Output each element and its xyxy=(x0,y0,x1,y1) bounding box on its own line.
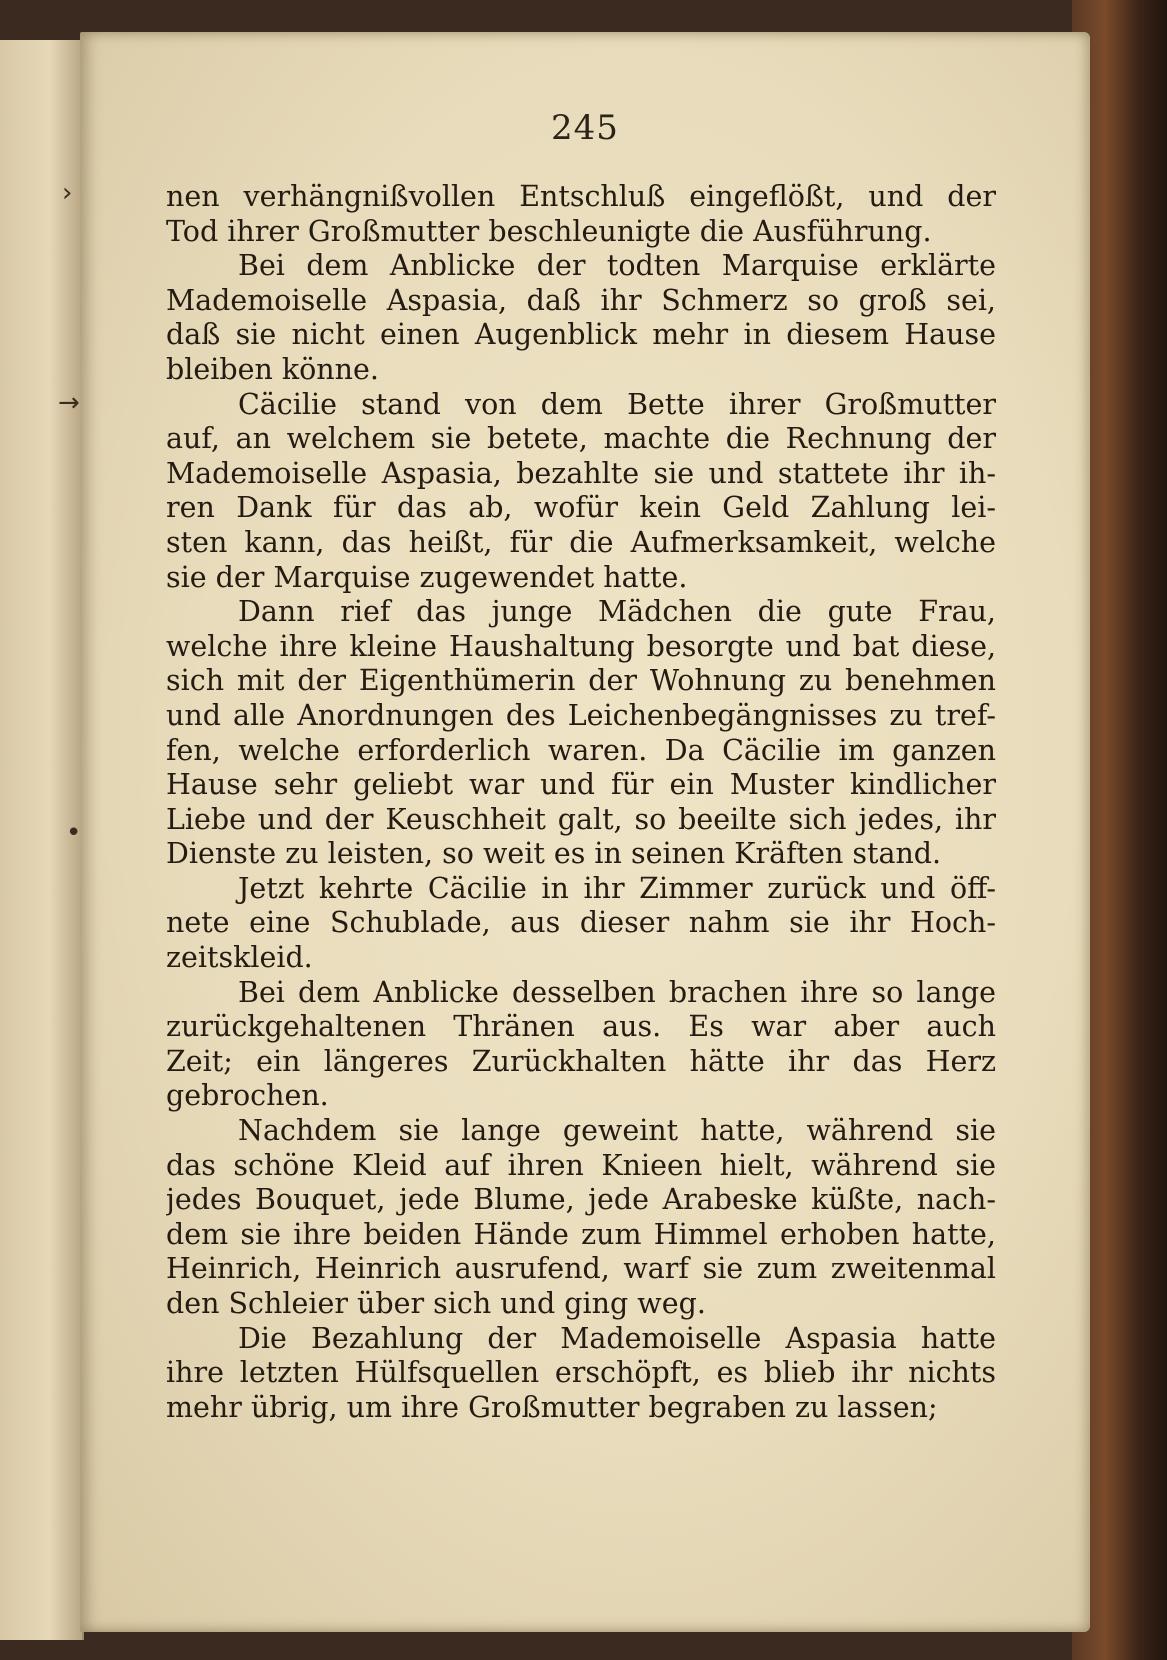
text-line: nen verhängnißvollen Entschluß eingeflößt, und der xyxy=(166,180,996,213)
text-line: Jetzt kehrte Cäcilie in ihr Zimmer zurück und öff- xyxy=(238,871,996,905)
text-line: Mademoiselle Aspasia, daß ihr Schmerz so groß sei, xyxy=(166,283,996,317)
text-line: daß sie nicht einen Augenblick mehr in diesem Hause xyxy=(166,318,996,352)
text-line: das schöne Kleid auf ihren Knieen hielt, während sie xyxy=(166,1148,996,1182)
text-line: Liebe und der Keuschheit galt, so beeilte sich jedes, ihr xyxy=(166,802,996,836)
text-line: Tod ihrer Großmutter beschleunigte die Ausführung. xyxy=(166,214,932,248)
margin-mark: › xyxy=(62,178,73,208)
text-line: bleiben könne. xyxy=(166,352,379,386)
margin-mark: → xyxy=(58,388,80,418)
text-line: Nachdem sie lange geweint hatte, während sie xyxy=(238,1114,996,1148)
text-line: Bei dem Anblicke der todten Marquise erklärte xyxy=(238,249,996,283)
text-line: mehr übrig, um ihre Großmutter begraben zu lassen; xyxy=(166,1390,938,1424)
text-line: Die Bezahlung der Mademoiselle Aspasia hatte xyxy=(238,1321,996,1355)
text-line: auf, an welchem sie betete, machte die Rechnung der xyxy=(166,422,996,456)
text-line: Bei dem Anblicke desselben brachen ihre so lange xyxy=(238,975,996,1009)
text-line: gebrochen. xyxy=(166,1079,329,1113)
text-line: nete eine Schublade, aus dieser nahm sie ihr Hoch- xyxy=(166,906,996,940)
margin-mark: • xyxy=(66,818,82,848)
text-line: Dienste zu leisten, so weit es in seinen Kräften stand. xyxy=(166,837,942,871)
text-line: sich mit der Eigenthümerin der Wohnung zu benehmen xyxy=(166,664,996,698)
text-line: Heinrich, Heinrich ausrufend, warf sie zum zweitenmal xyxy=(166,1252,996,1286)
text-line: und alle Anordnungen des Leichenbegängnisses zu tref- xyxy=(166,698,996,732)
text-line: Dann rief das junge Mädchen die gute Frau, xyxy=(238,595,996,629)
text-line: welche ihre kleine Haushaltung besorgte und bat diese, xyxy=(166,629,996,663)
text-line: ren Dank für das ab, wofür kein Geld Zahlung lei- xyxy=(166,491,996,525)
text-line: dem sie ihre beiden Hände zum Himmel erhoben hatte, xyxy=(166,1217,996,1251)
text-line: jedes Bouquet, jede Blume, jede Arabeske küßte, nach- xyxy=(166,1183,996,1217)
page-text xyxy=(166,180,996,1425)
text-line: Zeit; ein längeres Zurückhalten hätte ihr das Herz xyxy=(166,1044,996,1078)
text-line: den Schleier über sich und ging weg. xyxy=(166,1287,706,1320)
text-line: Cäcilie stand von dem Bette ihrer Großmutter xyxy=(238,387,996,421)
text-line: sten kann, das heißt, für die Aufmerksamkeit, welche xyxy=(166,525,996,559)
text-line: zeitskleid. xyxy=(166,941,313,975)
text-line: Hause sehr geliebt war und für ein Muster kindlicher xyxy=(166,768,996,802)
text-line: fen, welche erforderlich waren. Da Cäcilie im ganzen xyxy=(166,733,996,767)
page-number: 245 xyxy=(551,108,619,148)
text-line: ihre letzten Hülfsquellen erschöpft, es blieb ihr nichts xyxy=(166,1356,996,1390)
text-line: zurückgehaltenen Thränen aus. Es war aber auch xyxy=(166,1010,996,1044)
book-page xyxy=(80,32,1090,1632)
text-line: Mademoiselle Aspasia, bezahlte sie und stattete ihr ih- xyxy=(166,456,996,490)
text-line: sie der Marquise zugewendet hatte. xyxy=(166,560,688,594)
